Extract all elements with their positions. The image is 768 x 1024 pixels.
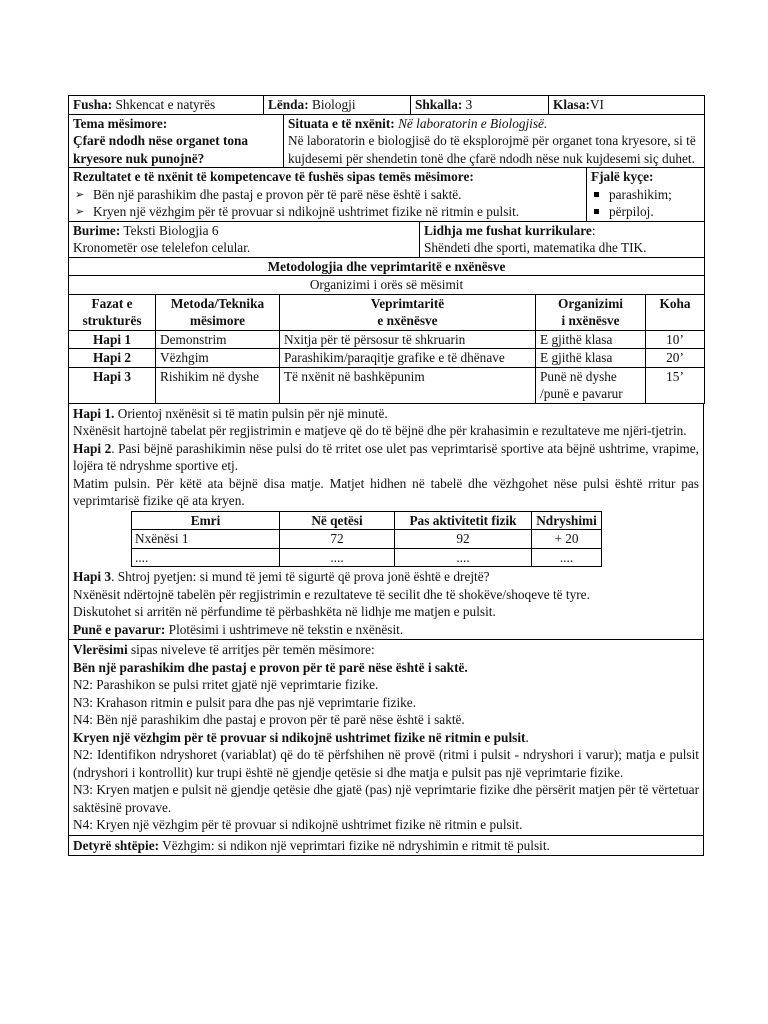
col-header-organizimi-l1: Organizimi <box>558 295 623 311</box>
col-header-organizimi-l2: i nxënësve <box>561 313 620 328</box>
rezultat-item: ➢ Bën një parashikim dhe pastaj e provon për të parë nëse është i saktë. <box>73 186 582 204</box>
organizimi-cell: E gjithë klasa <box>536 330 646 349</box>
situata-label: Situata e të nxënit: <box>288 115 395 131</box>
tema-situata-table <box>68 115 705 169</box>
hapi3-p2: Nxënësit ndërtojnë tabelën për regjistrimin e rezultateve të secilit dhe të shokëve/shoqeve të tyre. <box>73 586 590 602</box>
hapi1-p2: Nxënësit hartojnë tabelat për regjistrimin e matjeve që do të bëjnë dhe për krahasimin e rezultateve me njëri-tjetrin. <box>73 423 687 438</box>
situata-cell <box>284 115 705 168</box>
burime-line2: Kronometër ose telelefon celular. <box>73 240 251 255</box>
organizimi-cell: Punë në dyshe /punë e pavarur <box>536 367 646 403</box>
fjale-kyce-item: përpiloj. <box>591 203 700 221</box>
burime-value: Teksti Biologjia 6 <box>123 222 219 238</box>
metodologjia-subtitle: Organizimi i orës së mësimit <box>69 276 705 295</box>
vleresimi-r1-title: Bën një parashikim dhe pastaj e provon për të parë nëse është i saktë. <box>73 659 468 675</box>
pulse-cell: .... <box>532 548 602 567</box>
organizimi-cell: E gjithë klasa <box>536 349 646 368</box>
lenda-cell <box>264 96 411 115</box>
rezultat-item: ➢ Kryen një vëzhgim për të provuar si ndikojnë ushtrimet fizike në ritmin e pulsit. <box>73 203 582 221</box>
shkalla-label: Shkalla: <box>415 97 463 112</box>
shkalla-cell <box>411 96 549 115</box>
hapi2-paragraph <box>73 440 699 475</box>
rezultatet-label: Rezultatet e të nxënit të kompetencave të fushës sipas temës mësimore: <box>73 169 474 184</box>
vleresimi-level: N2: Parashikon se pulsi rritet gjatë një veprimtarie fizike. <box>73 677 379 692</box>
hapi-cell: Hapi 1 <box>69 330 156 349</box>
veprimtaria-cell: Nxitja për të përsosur të shkruarin <box>280 330 536 349</box>
col-header-koha: Koha <box>646 294 705 330</box>
koha-cell: 10’ <box>646 330 705 349</box>
metoda-cell: Vëzhgim <box>156 349 280 368</box>
vleresimi-level: N4: Bën një parashikim dhe pastaj e provon për të parë nëse është i saktë. <box>73 712 465 727</box>
vleresimi-r2-title-line <box>73 729 699 747</box>
vleresimi-label: Vlerësimi <box>73 642 128 657</box>
pulse-table <box>131 511 602 568</box>
hapi-cell: Hapi 3 <box>69 367 156 403</box>
pulse-header-pas: Pas aktivitetit fizik <box>395 511 532 530</box>
veprimtaria-cell: Parashikim/paraqitje grafike e të dhënave <box>280 349 536 368</box>
table-row <box>69 367 705 403</box>
col-header-metoda <box>156 294 280 330</box>
shkalla-value: 3 <box>465 97 473 112</box>
pulse-header-emri: Emri <box>132 511 280 530</box>
metoda-cell: Rishikim në dyshe <box>156 367 280 403</box>
situata-place: Në laboratorin e Biologjisë. <box>398 115 548 131</box>
pulse-cell: 72 <box>280 530 395 549</box>
burime-label: Burime: <box>73 222 121 238</box>
vleresimi-r2-title: Kryen një vëzhgim për të provuar si ndikojnë ushtrimet fizike në ritmin e pulsit <box>73 729 526 745</box>
burime-cell <box>69 222 420 258</box>
tema-cell <box>69 115 284 168</box>
situata-text: Në laboratorin e biologjisë do të eksplorojmë për organet tona kryesore, si të kujdesemi për shendetin tonë dhe çfarë ndodh nëse nuk kujdesemi siç duhet. <box>288 133 696 166</box>
col-header-veprimtarite <box>280 294 536 330</box>
koha-cell: 15’ <box>646 367 705 403</box>
table-row <box>69 349 705 368</box>
lidhja-colon: : <box>591 222 596 238</box>
hapi-cell: Hapi 2 <box>69 349 156 368</box>
klasa-label: Klasa: <box>553 97 590 112</box>
vleresimi-level: N4: Kryen një vëzhgim për të provuar si ndikojnë ushtrimet fizike në ritmin e pulsit. <box>73 817 523 832</box>
table-row <box>132 530 602 549</box>
detyre-text: Vëzhgim: si ndikon një veprimtari fizike në ndryshimin e ritmit të pulsit. <box>159 837 550 853</box>
pulse-cell: 92 <box>395 530 532 549</box>
tema-label: Tema mësimore: <box>73 115 168 131</box>
lesson-plan <box>68 95 704 856</box>
metodologjia-table <box>68 258 705 404</box>
vleresimi-level: N2: Identifikon ndryshoret (variablat) që do të përfshihen në provë (ritmi i pulsit - ndryshori i varur); matja e pulsit (ndryshori i kontrollit) kur trupi është në gjendje qetësie si dhe matja e pulsit pas një veprimtarie fizike. <box>73 747 699 780</box>
fusha-label: Fusha: <box>73 97 113 112</box>
hapi3-paragraph <box>73 568 699 586</box>
pulse-cell: .... <box>280 548 395 567</box>
pulse-cell: .... <box>132 548 280 567</box>
hapat-section <box>68 404 704 641</box>
hapi3-label: Hapi 3 <box>73 569 112 584</box>
col-header-metoda-l2: mësimore <box>189 313 246 328</box>
pune-label: Punë e pavarur: <box>73 621 166 637</box>
hapi2-p2: Matim pulsin. Për këtë ata bëjnë disa matje. Matjet hidhen në tabelë dhe vëzhgohet nëse pulsi është rritur pas veprimtarisë fizike që ata kryen. <box>73 475 699 508</box>
pulse-cell: Nxënësi 1 <box>132 530 280 549</box>
fusha-value: Shkencat e natyrës <box>115 97 216 112</box>
col-header-metoda-l1: Metoda/Teknika <box>170 295 265 311</box>
table-row <box>132 548 602 567</box>
hapi2-text: . Pasi bëjnë parashikimin nëse pulsi do të rritet ose ulet pas veprimtarisë sportive ata bëjnë ushtrime, vrapime, lojëra të ndryshme sportive etj. <box>73 440 699 473</box>
col-header-fazat <box>69 294 156 330</box>
rezultatet-cell <box>69 168 587 221</box>
pulse-header-ndryshimi: Ndryshimi <box>532 511 602 530</box>
pune-pavarur <box>73 621 699 639</box>
detyre-section <box>68 836 704 857</box>
tema-question: Çfarë ndodh nëse organet tona kryesore nuk punojnë? <box>73 133 249 166</box>
table-row <box>69 330 705 349</box>
fjale-kyce-label: Fjalë kyçe: <box>591 169 654 184</box>
veprimtaria-cell: Të nxënit në bashkëpunim <box>280 367 536 403</box>
hapi3-text: . Shtroj pyetjen: si mund të jemi të sigurtë që prova jonë është e drejtë? <box>111 569 490 584</box>
metodologjia-title: Metodologjia dhe veprimtaritë e nxënësve <box>69 258 705 276</box>
pulse-cell: .... <box>395 548 532 567</box>
fjale-kyce-cell <box>587 168 705 221</box>
hapi1-label: Hapi 1. <box>73 405 115 421</box>
hapi2-label: Hapi 2 <box>73 440 112 456</box>
lenda-value: Biologji <box>311 97 356 112</box>
col-header-organizimi <box>536 294 646 330</box>
rezultatet-table <box>68 168 705 222</box>
lidhja-label: Lidhja me fushat kurrikulare <box>424 222 592 238</box>
pulse-cell: + 20 <box>532 530 602 549</box>
col-header-fazat-l1: Fazat e <box>91 295 133 311</box>
fusha-cell <box>69 96 264 115</box>
klasa-value: VI <box>589 97 604 112</box>
detyre-label: Detyrë shtëpie: <box>73 837 160 853</box>
burime-table <box>68 222 705 258</box>
pulse-header-qetesi: Në qetësi <box>280 511 395 530</box>
vleresimi-level: N3: Kryen matjen e pulsit në gjendje qetësie dhe gjatë (pas) një veprimtarie fizike dhe përsërit matjen për të vërtetuar saktësinë provave. <box>73 782 699 815</box>
pune-text: Plotësimi i ushtrimeve në tekstin e nxënësit. <box>165 621 404 637</box>
vleresimi-section <box>68 640 704 836</box>
hapi1-text: Orientoj nxënësit si të matin pulsin për një minutë. <box>114 405 388 421</box>
vleresimi-level: N3: Krahason ritmin e pulsit para dhe pas një veprimtarie fizike. <box>73 694 417 710</box>
vleresimi-intro: sipas niveleve të arritjes për temën mësimore: <box>127 642 375 657</box>
lidhja-value: Shëndeti dhe sporti, matematika dhe TIK. <box>424 240 647 255</box>
lenda-label: Lënda: <box>268 97 309 112</box>
hapi3-p3: Diskutohet si arritën në përfundime të përbashkëta në lidhje me matjen e pulsit. <box>73 604 496 619</box>
vleresimi-intro-line <box>73 641 699 659</box>
col-header-fazat-l2: strukturës <box>82 313 142 328</box>
klasa-cell <box>549 96 705 115</box>
fjale-kyce-item: parashikim; <box>591 186 700 204</box>
lidhja-cell <box>420 222 705 258</box>
col-header-veprimtarite-l2: e nxënësve <box>377 313 438 328</box>
metoda-cell: Demonstrim <box>156 330 280 349</box>
hapi1-paragraph <box>73 405 699 423</box>
header-table <box>68 95 705 115</box>
vleresimi-r2-title-end: . <box>525 729 529 745</box>
col-header-veprimtarite-l1: Veprimtaritë <box>370 295 445 311</box>
koha-cell: 20’ <box>646 349 705 368</box>
